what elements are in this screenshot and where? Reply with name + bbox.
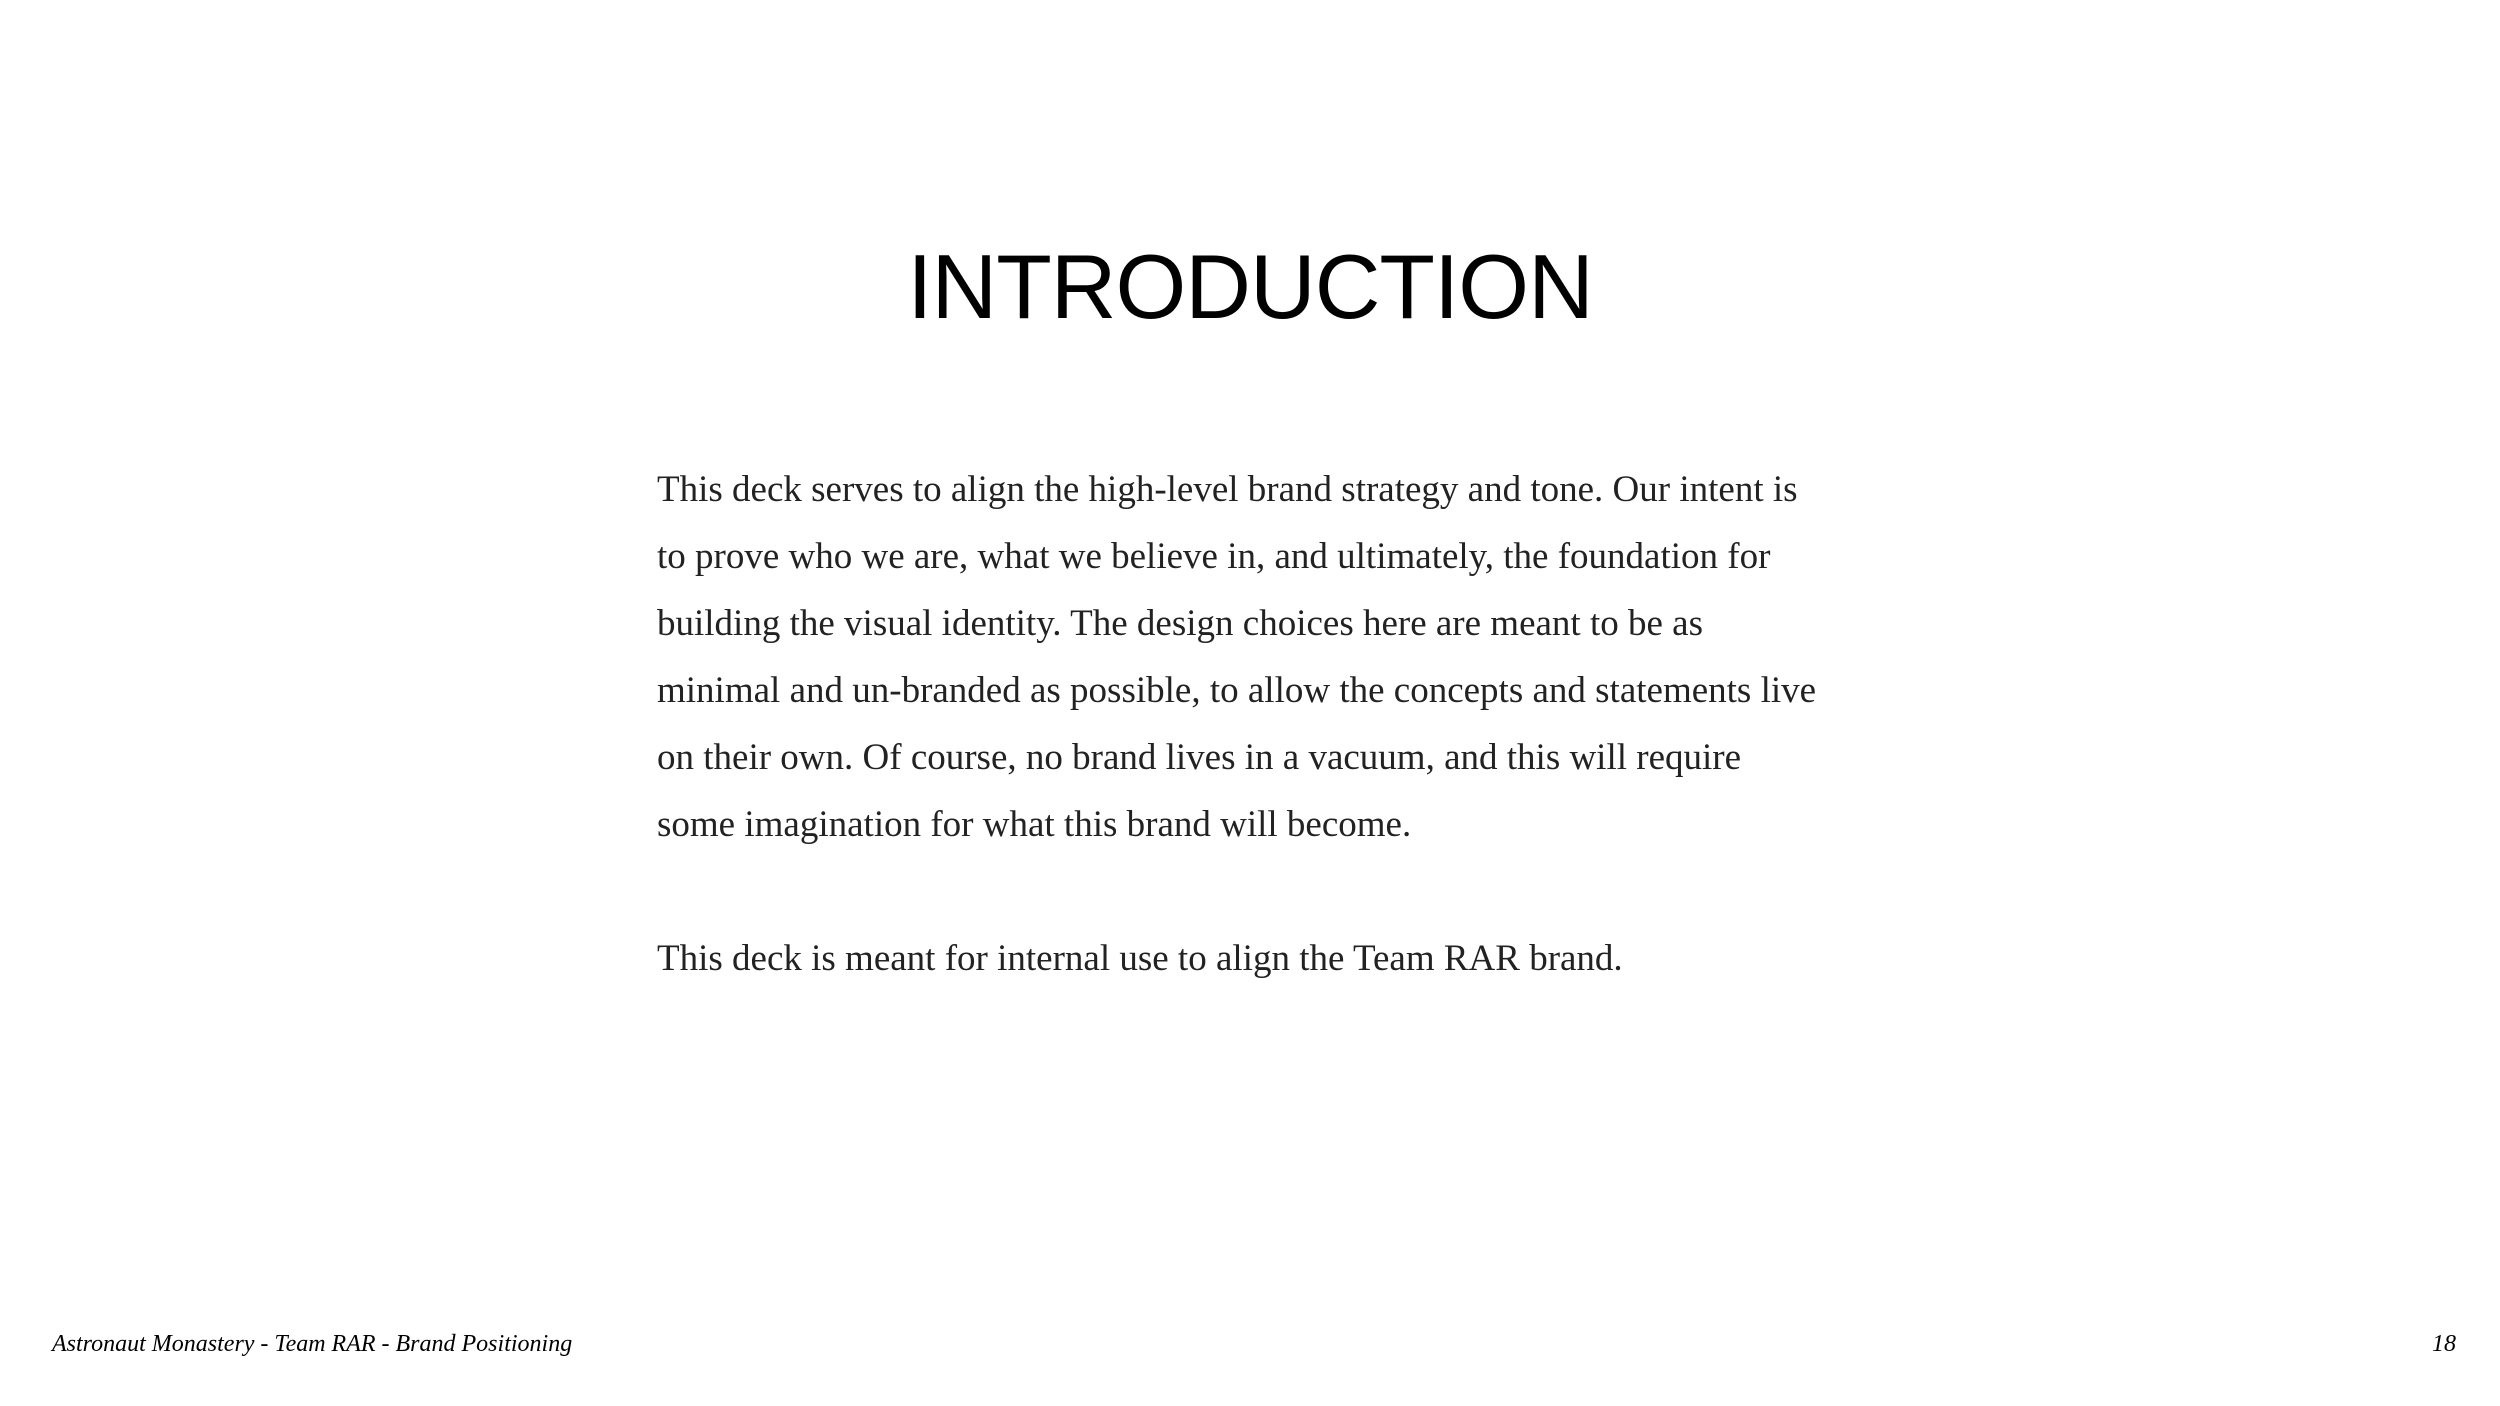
slide-body <box>657 456 1897 992</box>
footer-caption: Astronaut Monastery - Team RAR - Brand Positioning <box>52 1331 573 1357</box>
page-number: 18 <box>2432 1331 2456 1357</box>
slide-title: INTRODUCTION <box>907 237 1593 338</box>
internal-use-paragraph: This deck is meant for internal use to align the Team RAR brand. <box>657 938 1623 979</box>
intro-paragraph: This deck serves to align the high-level brand strategy and tone. Our intent is to prove who we are, what we believe in, and ultimately, the foundation for building the visual identity. The design choices here are meant to be as minimal and un-branded as possible, to allow the concepts and statements live on their own. Of course, no brand lives in a vacuum, and this will require some imagination for what this brand will become. <box>657 469 1817 845</box>
